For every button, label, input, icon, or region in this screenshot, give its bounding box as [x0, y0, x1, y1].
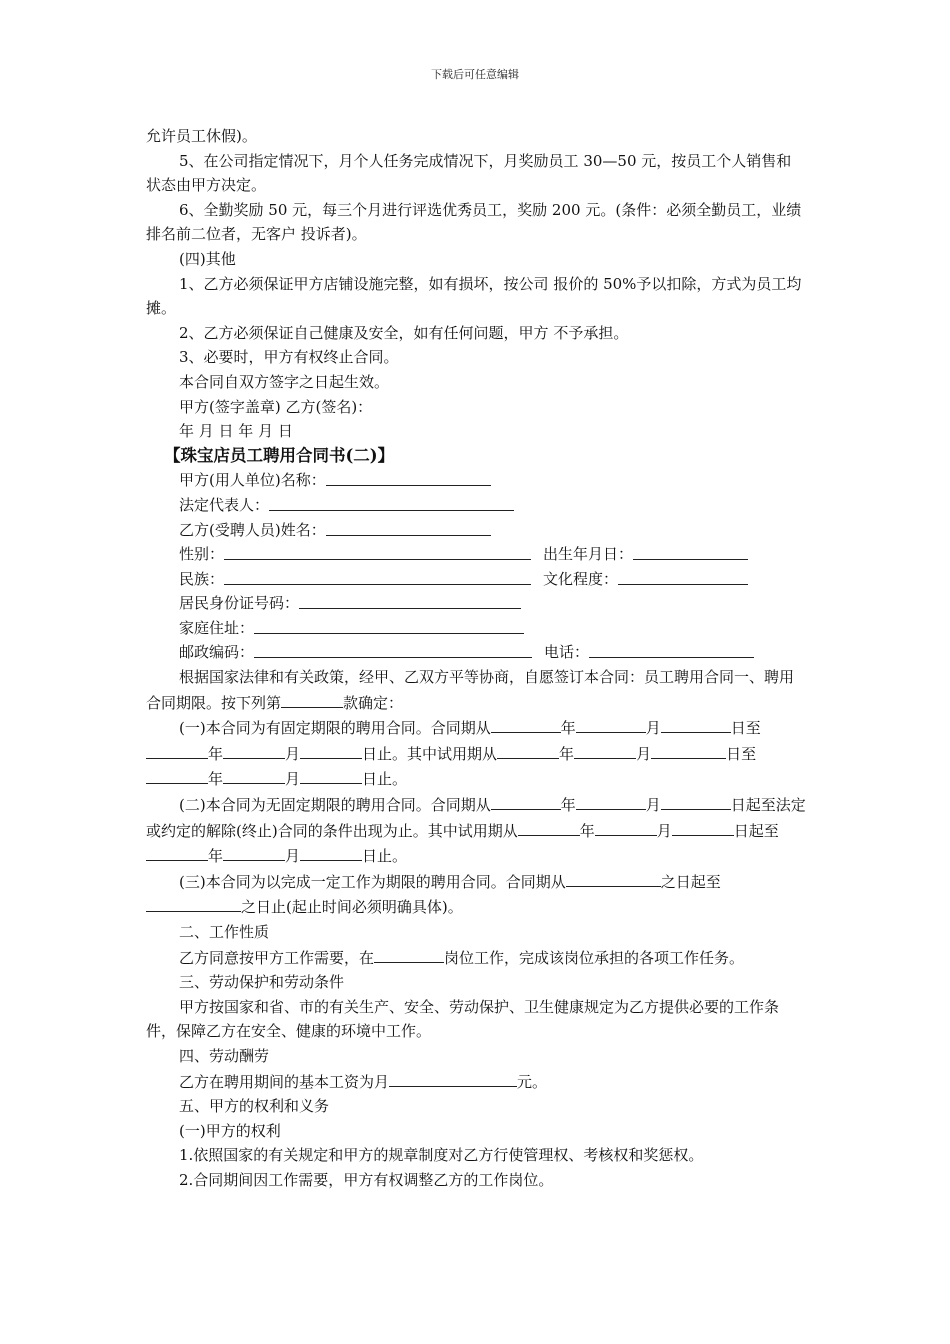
document-body — [146, 124, 806, 1193]
salary-blank — [389, 1069, 517, 1087]
address-label: 家庭住址： — [179, 618, 255, 637]
paragraph — [146, 945, 806, 971]
form-row-legal-rep — [146, 493, 806, 518]
paragraph: 2、乙方必须保证自己健康及安全，如有任何问题，甲方 不予承担。 — [179, 323, 629, 342]
blank — [574, 741, 636, 759]
paragraph: 6、全勤奖励 50 元，每三个月进行评选优秀员工，奖励 200 元。(条件：必须全勤员工，业绩排名前二位者，无客户 投诉者)。 — [146, 200, 802, 244]
birth-blank — [633, 542, 748, 560]
employee-blank — [326, 518, 491, 536]
text: 岗位工作，完成该岗位承担的各项工作任务。 — [444, 948, 745, 967]
text: 月 — [645, 796, 661, 815]
text: 年 — [208, 847, 224, 866]
postcode-blank — [254, 640, 532, 658]
page-header: 下载后可任意编辑 — [431, 68, 519, 81]
education-blank — [618, 567, 748, 585]
form-row-employer — [146, 468, 806, 493]
gender-label: 性别： — [179, 545, 225, 564]
blank — [146, 843, 208, 861]
blank — [491, 792, 561, 810]
blank — [146, 766, 208, 784]
section-heading: 五、甲方的权利和义务 — [179, 1097, 330, 1116]
form-row-address — [146, 616, 806, 641]
sub-heading: (一)甲方的权利 — [179, 1121, 281, 1140]
birth-label: 出生年月日： — [543, 545, 634, 564]
blank — [661, 715, 731, 733]
education-label: 文化程度： — [543, 569, 619, 588]
employer-blank — [326, 468, 491, 486]
term-clause-2 — [146, 792, 806, 869]
position-blank — [374, 945, 444, 963]
blank — [300, 741, 362, 759]
text: 月 — [285, 847, 301, 866]
gender-blank — [224, 542, 531, 560]
text: 之日起至 — [660, 872, 721, 891]
text: 月 — [636, 744, 652, 763]
employer-label: 甲方(用人单位)名称： — [179, 471, 326, 490]
blank — [576, 715, 646, 733]
paragraph: 允许员工休假)。 — [146, 127, 257, 145]
paragraph: 2.合同期间因工作需要，甲方有权调整乙方的工作岗位。 — [179, 1170, 554, 1189]
text: 月 — [285, 744, 301, 763]
paragraph: 甲方按国家和省、市的有关生产、安全、劳动保护、卫生健康规定为乙方提供必要的工作条件，保障乙方在安全、健康的环境中工作。 — [146, 997, 780, 1041]
form-row-ethnicity-education — [146, 567, 806, 592]
section-heading: 三、劳动保护和劳动条件 — [179, 973, 345, 992]
form-row-id — [146, 591, 806, 616]
paragraph: 1.依照国家的有关规定和甲方的规章制度对乙方行使管理权、考核权和奖惩权。 — [179, 1146, 704, 1165]
paragraph: 本合同自双方签字之日起生效。 — [179, 372, 390, 391]
postcode-label: 邮政编码： — [179, 643, 255, 662]
text: 月 — [285, 770, 301, 789]
text: 元。 — [517, 1072, 548, 1091]
legal-rep-label: 法定代表人： — [179, 495, 270, 514]
ethnicity-label: 民族： — [179, 569, 225, 588]
text: 年 — [559, 744, 575, 763]
ethnicity-blank — [224, 567, 531, 585]
text: 年 — [579, 821, 595, 840]
text: 年 — [560, 796, 576, 815]
section-heading: (四)其他 — [179, 249, 236, 268]
text: 日起至法定或约定的解除(终止)合同的条件出现为止。其中试用期从 — [146, 796, 806, 840]
text: 日止。 — [362, 847, 408, 866]
text: 乙方在聘用期间的基本工资为月 — [179, 1072, 390, 1091]
blank — [595, 818, 657, 836]
text: 年 — [208, 770, 224, 789]
blank — [576, 792, 646, 810]
paragraph: 1、乙方必须保证甲方店铺设施完整，如有损坏，按公司 报价的 50%予以扣除，方式为员工均摊。 — [146, 274, 802, 318]
text: 日止。 — [362, 770, 408, 789]
text: 年 — [560, 719, 576, 738]
paragraph-intro — [146, 665, 806, 715]
blank — [223, 843, 285, 861]
text: (一)本合同为有固定期限的聘用合同。合同期从 — [179, 719, 491, 738]
text: 年 — [208, 744, 224, 763]
id-label: 居民身份证号码： — [179, 594, 300, 613]
employee-label: 乙方(受聘人员)姓名： — [179, 520, 326, 539]
signature-line: 甲方(签字盖章) 乙方(签名)： — [179, 397, 373, 416]
blank — [497, 741, 559, 759]
address-blank — [254, 616, 524, 634]
paragraph: 5、在公司指定情况下，月个人任务完成情况下，月奖励员工 30—50 元，按员工个人销售和状态由甲方决定。 — [146, 151, 792, 195]
text: 日起至 — [733, 821, 779, 840]
blank — [300, 766, 362, 784]
contract-title: 【珠宝店员工聘用合同书(二)】 — [164, 445, 395, 465]
date-line: 年 月 日 年 月 日 — [179, 422, 293, 441]
text: 月 — [656, 821, 672, 840]
blank — [223, 766, 285, 784]
text: 乙方同意按甲方工作需要，在 — [179, 948, 375, 967]
blank — [672, 818, 734, 836]
form-row-postcode-phone — [146, 640, 806, 665]
blank — [146, 894, 241, 912]
id-blank — [299, 591, 521, 609]
term-clause-3 — [146, 869, 806, 920]
blank — [661, 792, 731, 810]
blank — [651, 741, 726, 759]
blank — [491, 715, 561, 733]
intro-text: 根据国家法律和有关政策，经甲、乙双方平等协商，自愿签订本合同：员工聘用合同一、聘用合同期限。按下列第 — [146, 668, 795, 712]
legal-rep-blank — [269, 493, 514, 511]
blank — [518, 818, 580, 836]
text: (三)本合同为以完成一定工作为期限的聘用合同。合同期从 — [179, 872, 566, 891]
text: 日至 — [730, 719, 761, 738]
paragraph: 3、必要时，甲方有权终止合同。 — [179, 348, 399, 367]
section-heading: 四、劳动酬劳 — [179, 1046, 270, 1065]
phone-label: 电话： — [544, 643, 590, 662]
blank — [146, 741, 208, 759]
text: 之日止(起止时间必须明确具体)。 — [241, 898, 463, 917]
text: 日至 — [726, 744, 757, 763]
blank — [223, 741, 285, 759]
paragraph — [146, 1069, 806, 1095]
blank — [300, 843, 362, 861]
text: 月 — [645, 719, 661, 738]
form-row-gender-birth — [146, 542, 806, 567]
phone-blank — [589, 640, 754, 658]
text: 日止。其中试用期从 — [362, 744, 498, 763]
section-heading: 二、工作性质 — [179, 923, 270, 941]
intro-text-end: 款确定： — [343, 693, 404, 712]
clause-blank — [281, 690, 343, 708]
form-row-employee — [146, 518, 806, 543]
blank — [566, 869, 661, 887]
text: (二)本合同为无固定期限的聘用合同。合同期从 — [179, 796, 491, 815]
term-clause-1 — [146, 715, 806, 792]
